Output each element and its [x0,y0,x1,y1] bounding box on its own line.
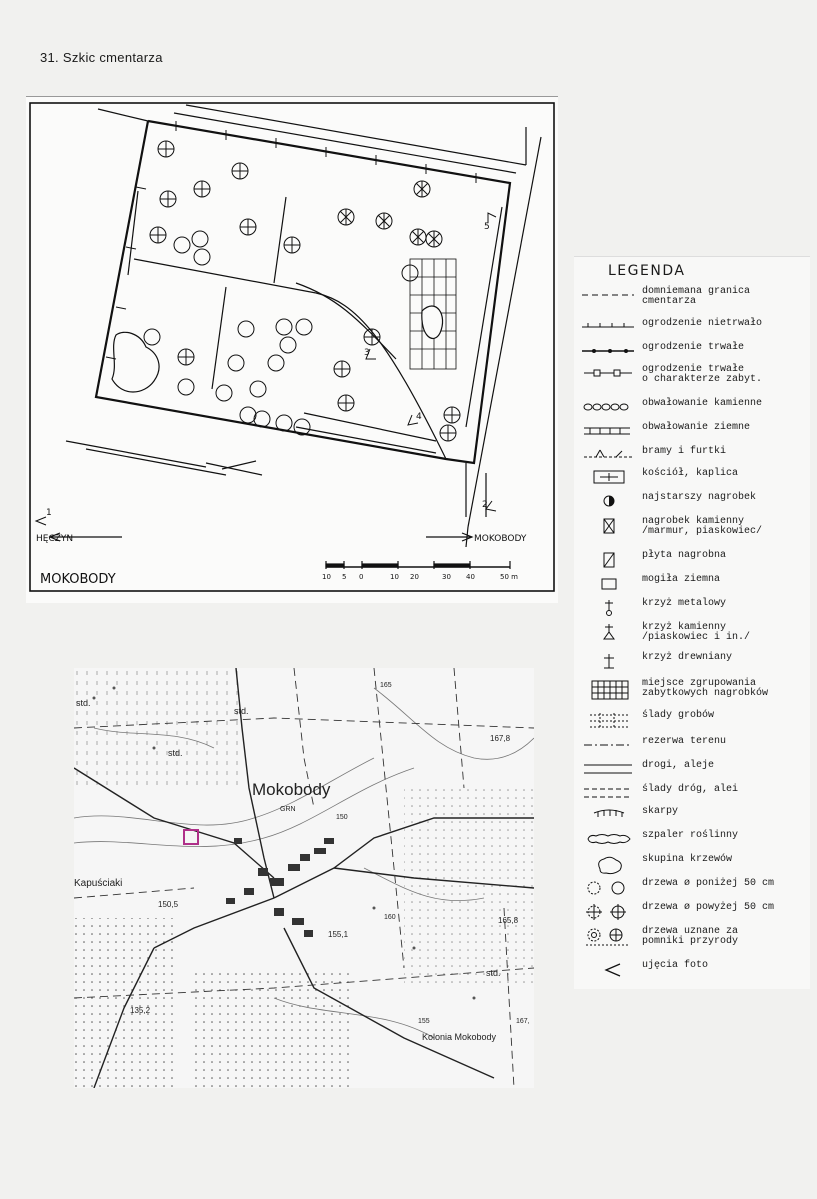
legend-item [574,711,810,733]
legend-item [574,879,810,901]
legend-item [574,493,810,515]
photo-mark-4: 4 [416,412,422,422]
legend-label: skarpy [642,806,679,817]
road-left-label: HĘCZYN [36,534,74,544]
map-label-height: 167, [516,1018,530,1025]
legend-item [574,623,810,645]
map-label-kapusciaki: Kapuściaki [74,878,123,889]
map-label-height: 150,5 [158,900,179,909]
legend-label: obwałowanie kamienne [642,398,763,409]
legend-label: skupina krzewów [642,854,733,865]
legend-item [574,447,810,469]
scale-label: 30 [442,573,451,581]
legend-label: miejsce zgrupowania zabytkowych nagrobków [642,678,769,699]
photo-angle-icon [580,961,636,981]
photo-mark-1: 1 [46,508,52,518]
grave-cluster-icon [580,679,636,703]
legend-label: płyta nagrobna [642,550,727,561]
monument-tree-icon [580,927,636,949]
legend-item [574,653,810,675]
legend-item [574,517,810,539]
map-label-height: 167,8 [490,734,511,743]
legend-item [574,365,810,387]
legend-item [574,287,810,309]
legend-item [574,737,810,759]
oldest-grave-icon [580,493,636,513]
photo-mark-3: 3 [364,348,370,358]
legend-label: mogiła ziemna [642,574,721,585]
map-label-kolonia: Kolonia Mokobody [422,1032,497,1042]
legend-item [574,599,810,621]
legend-label: bramy i furtki [642,446,727,457]
legend-item [574,551,810,573]
road-right-label: MOKOBODY [474,534,527,544]
legend-item [574,343,810,365]
road-icon [580,761,636,781]
map-label-contour: 155 [418,1018,430,1025]
legend-label: drzewa uznane za pomniki przyrody [642,926,739,947]
legend-item [574,903,810,925]
map-label-std: std. [76,698,91,708]
page-title: 31. Szkic cmentarza [40,50,163,65]
cemetery-sketch [26,96,558,603]
dashed-line-icon [580,287,636,307]
legend-label: domniemana granica cmentarza [642,286,751,307]
legend-item [574,319,810,341]
legend-label: ogrodzenie nietrwało [642,318,763,329]
wood-cross-icon [580,653,636,673]
map-label-std: std. [486,968,501,978]
legend-item [574,927,810,949]
hedge-icon [580,831,636,851]
legend-label: drogi, aleje [642,760,715,771]
legend-item [574,399,810,421]
reserve-line-icon [580,737,636,757]
map-label-std: std. [168,748,183,758]
grave-traces-icon [580,711,636,731]
shrub-icon [580,855,636,877]
map-legend [574,256,810,989]
sketch-drawing [26,97,558,603]
sketch-place-name: MOKOBODY [40,572,116,587]
legend-label: drzewa ø powyżej 50 cm [642,902,775,913]
large-tree-icon [580,903,636,923]
scale-label: 5 [342,573,347,581]
scale-label: 0 [359,573,364,581]
slope-icon [580,807,636,827]
stone-grave-icon [580,517,636,537]
metal-cross-icon [580,599,636,619]
map-label-mokobody: Mokobody [252,780,331,799]
legend-item [574,575,810,597]
legend-label: krzyż drewniany [642,652,733,663]
slab-icon [580,551,636,571]
photo-mark-2: 2 [482,500,488,510]
legend-item [574,785,810,807]
map-label-std: std. [234,706,249,716]
earth-grave-icon [580,575,636,595]
legend-label: najstarszy nagrobek [642,492,757,503]
legend-item [574,423,810,445]
legend-label: ujęcia foto [642,960,709,971]
legend-label: obwałowanie ziemne [642,422,751,433]
stone-cross-icon [580,623,636,643]
legend-item [574,761,810,783]
legend-label: krzyż metalowy [642,598,727,609]
scale-label: 40 [466,573,475,581]
legend-label: szpaler roślinny [642,830,739,841]
scale-label: 50 m [500,573,518,581]
legend-label: kościół, kaplica [642,468,739,479]
map-label-height: 155,1 [328,930,349,939]
map-label-height: 165,8 [498,916,519,925]
legend-label: ogrodzenie trwałe o charakterze zabyt. [642,364,763,385]
legend-item [574,961,810,983]
stone-embankment-icon [580,399,636,419]
small-tree-icon [580,879,636,899]
road-traces-icon [580,785,636,805]
legend-item [574,679,810,701]
legend-title: LEGENDA [608,263,686,279]
legend-label: krzyż kamienny /piaskowiec i in./ [642,622,751,643]
dot-fence-icon [580,343,636,363]
legend-label: rezerwa terenu [642,736,727,747]
location-map [74,668,534,1088]
gate-icon [580,447,636,467]
legend-label: nagrobek kamienny /marmur, piaskowiec/ [642,516,763,537]
scale-label: 20 [410,573,419,581]
map-label-grn: GRN [280,806,296,813]
legend-item [574,855,810,877]
tick-fence-icon [580,319,636,339]
map-label-height: 135,2 [130,1006,151,1015]
map-label-contour: 160 [384,914,396,921]
earth-embankment-icon [580,423,636,443]
map-label-contour: 165 [380,682,392,689]
legend-label: ogrodzenie trwałe [642,342,745,353]
legend-item [574,469,810,491]
legend-label: ślady grobów [642,710,715,721]
scale-label: 10 [322,573,331,581]
church-icon [580,469,636,489]
topographic-map [74,668,534,1088]
photo-mark-5: 5 [484,222,490,232]
legend-item [574,807,810,829]
map-label-contour: 150 [336,814,348,821]
scale-label: 10 [390,573,399,581]
legend-item [574,831,810,853]
legend-label: drzewa ø poniżej 50 cm [642,878,775,889]
legend-label: ślady dróg, alei [642,784,739,795]
box-fence-icon [580,365,636,385]
